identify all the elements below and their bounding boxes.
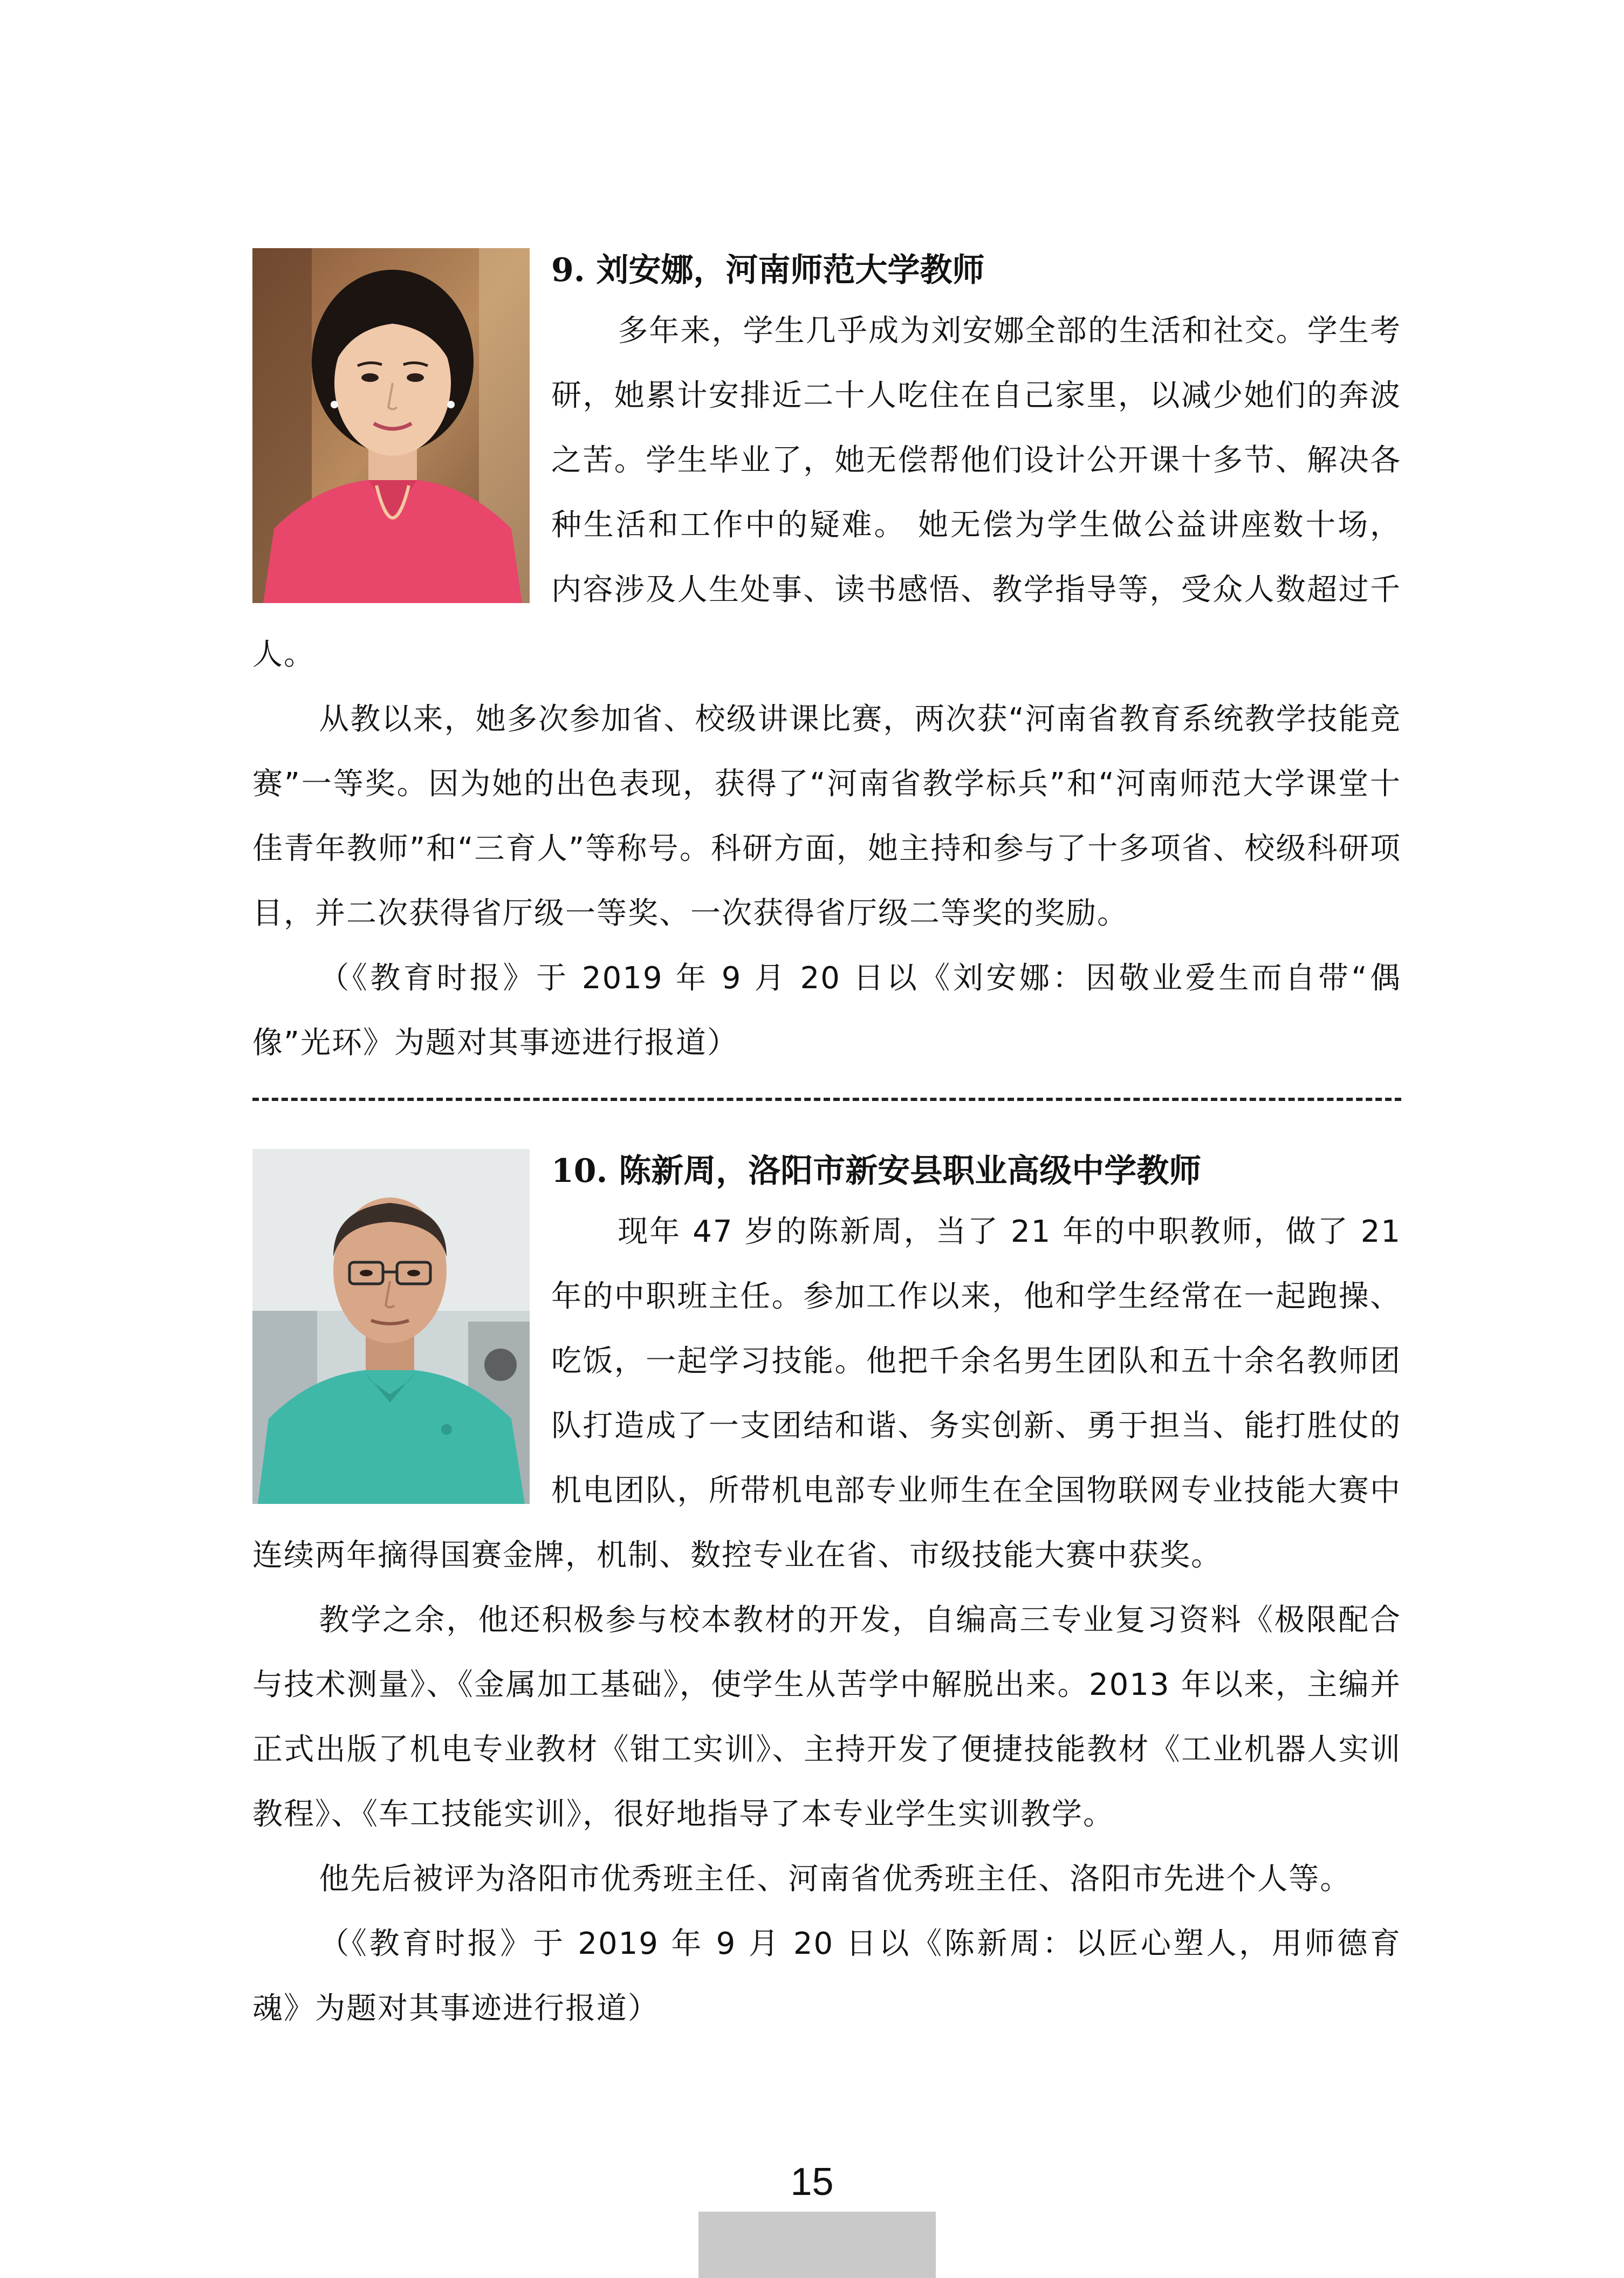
portrait-woman-image — [252, 248, 530, 603]
portrait-photo-2 — [252, 1149, 530, 1504]
entry-2-paragraph-1: 现年 47 岁的陈新周，当了 21 年的中职教师，做了 21 年的中职班主任。参加工作以来，他和学生经常在一起跑操、吃饭，一起学习技能。他把千余名男生团队和五十余名教师团队打造成了一支团结和谐、务实创新、勇于担当、能打胜仗的机电团队，所带机电部专业师生在全国物联网专业技能大赛中连续两年摘得国赛金牌，机制、数控专业在省、市级技能大赛中获奖。 — [252, 1214, 1401, 1573]
entry-1-report-note: （《教育时报》于 2019 年 9 月 20 日以《刘安娜：因敬业爱生而自带“偶像”光环》为题对其事迹进行报道） — [252, 961, 1401, 1061]
entry-1-paragraph-1: 多年来，学生几乎成为刘安娜全部的生活和社交。学生考研，她累计安排近二十人吃住在自己家里，以减少她们的奔波之苦。学生毕业了，她无偿帮他们设计公开课十多节、解决各种生活和工作中的疑难。 她无偿为学生做公益讲座数十场，内容涉及人生处事、读书感悟、教学指导等，受众人数超过千人。 — [252, 313, 1401, 672]
entry-1-paragraph-2: 从教以来，她多次参加省、校级讲课比赛，两次获“河南省教育系统教学技能竞赛”一等奖。因为她的出色表现，获得了“河南省教学标兵”和“河南师范大学课堂十佳青年教师”和“三育人”等称号。科研方面，她主持和参与了十多项省、校级科研项目，并二次获得省厅级一等奖、一次获得省厅级二等奖的奖励。 — [252, 702, 1401, 931]
profile-entry-1 — [252, 248, 1401, 1076]
entry-2-paragraph-3: 他先后被评为洛阳市优秀班主任、河南省优秀班主任、洛阳市先进个人等。 — [319, 1862, 1352, 1897]
entry-2-heading: 10. 陈新周，洛阳市新安县职业高级中学教师 — [551, 1152, 1202, 1190]
footer-bar — [698, 2212, 936, 2278]
profile-entry-2 — [252, 1149, 1401, 2041]
portrait-man-image — [252, 1149, 530, 1504]
portrait-photo-1 — [252, 248, 530, 603]
dashed-divider — [252, 1098, 1401, 1101]
entry-2-report-note: （《教育时报》于 2019 年 9 月 20 日以《陈新周：以匠心塑人，用师德育魂》为题对其事迹进行报道） — [252, 1926, 1401, 2026]
entry-2-paragraph-2: 教学之余，他还积极参与校本教材的开发，自编高三专业复习资料《极限配合与技术测量》、《金属加工基础》，使学生从苦学中解脱出来。2013 年以来，主编并正式出版了机电专业教材《钳工实训》、主持开发了便捷技能教材《工业机器人实训教程》、《车工技能实训》，很好地指导了本专业学生实训教学。 — [252, 1603, 1401, 1832]
entry-1-heading: 9. 刘安娜，河南师范大学教师 — [551, 251, 985, 289]
page-number: 15 — [790, 2160, 834, 2204]
